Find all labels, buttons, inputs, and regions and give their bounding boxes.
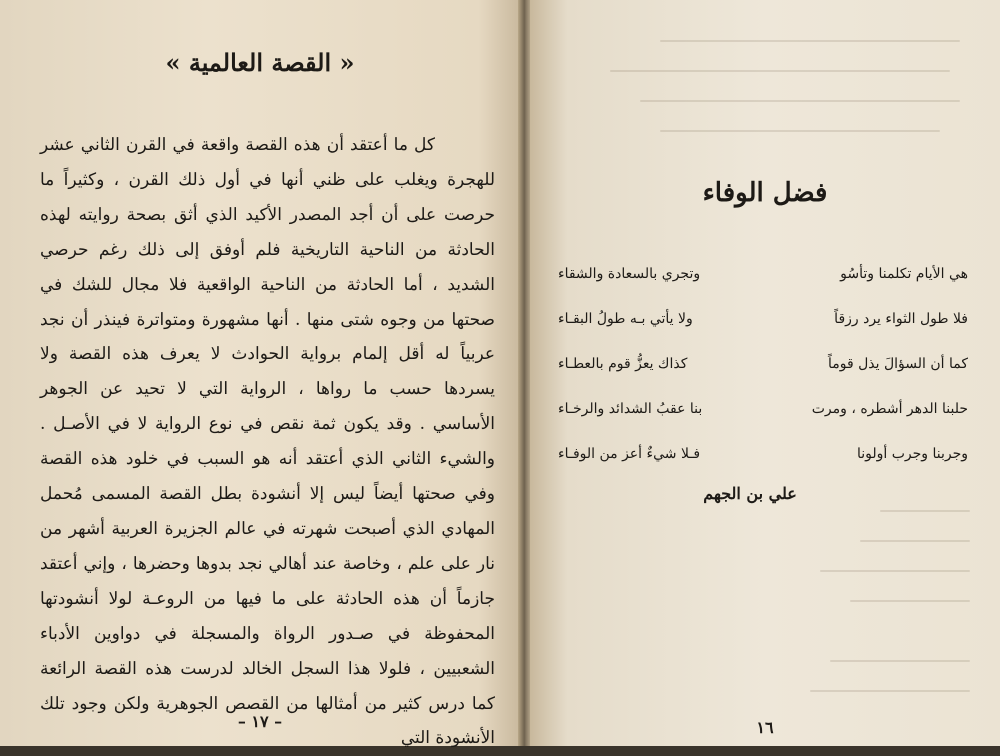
verse-first-half: هي الأيام تكلمنا وتأسُو — [840, 266, 968, 282]
poem-verse — [558, 432, 968, 477]
paragraph: كل ما أعتقد أن هذه القصة واقعة في القرن الثاني عشر للهجرة ويغلب على ظني أنها في أول ذلك القرن ، وكثيراً ما حرصت على أن أجد المصدر الأكيد الذي أثق بصحة روايته لهذه الحادثة من الناحية التاريخية فلم أوفق إلى ذلك رغم حرصي الشديد ، أما الحادثة من الناحية الواقعية فلا مجال للشك في صحتها من وجوه شتى منها . أنها مشهورة ومتواترة فينذر أن نجد عربياً له أقل إلمام برواية الحوادث لا يعرف هذه القصة ولا يسردها حسب ما رواها ، الرواية التي لا تحيد عن الجوهر الأساسي . وقد يكون ثمة نقص في نوع الرواية لا في الأصـل . والشيء الثاني الذي أعتقد أنه هو السبب في خلود هذه القصة وفي صحتها أيضاً ليس إلا أنشودة بطل القصة المسمى مُحمل المهادي الذي أصبحت شهرته في عالم الجزيرة العربية أشهر من نار على علم ، وخاصة عند أهالي نجد بدوها وحضرها ، وإني أعتقد جازماً أن هذه الحادثة على ما فيها من الروعـة لولا أنشودتها المحفوظة في صـدور الرواة والمسجلة في دواوين الأدباء الشعبيين ، فلولا هذا السجل الخالد لدرست هذه القصة الرائعة كما درس كثير من أمثالها من القصص الجوهرية ولكن وجود تلك الأنشودة التي — [40, 135, 495, 749]
body-text — [40, 128, 495, 756]
poem-verse — [558, 297, 968, 342]
verse-second-half: وتجري بالسعادة والشقاء — [558, 266, 701, 282]
poem — [558, 252, 968, 477]
page-number-left: – ١٧ – — [237, 712, 283, 731]
poem-verse — [558, 387, 968, 432]
verse-second-half: فـلا شيءٌ أعز من الوفـاء — [558, 446, 701, 462]
verse-first-half: فلا طول الثواء يرد رزقاً — [834, 311, 968, 327]
poet-name: علي بن الجهم — [703, 484, 797, 503]
verse-second-half: ولا يأتي بـه طولُ البقـاء — [558, 311, 693, 327]
verse-second-half: كذاك يعزُّ قوم بالعطـاء — [558, 356, 688, 372]
verse-first-half: حلبنا الدهر أشطره ، ومرت — [811, 401, 968, 417]
poem-verse — [558, 252, 968, 297]
verse-first-half: وجربنا وجرب أولونا — [856, 446, 968, 462]
poem-verse — [558, 342, 968, 387]
verse-second-half: بنا عقبُ الشدائد والرخـاء — [558, 401, 703, 417]
verse-first-half: كما أن السؤالَ يذل قوماً — [827, 356, 968, 372]
chapter-title: « القصة العالمية » — [165, 48, 355, 77]
page-number-right: ١٦ — [756, 718, 774, 737]
right-page — [530, 0, 1000, 746]
poem-title: فضل الوفاء — [702, 178, 828, 208]
